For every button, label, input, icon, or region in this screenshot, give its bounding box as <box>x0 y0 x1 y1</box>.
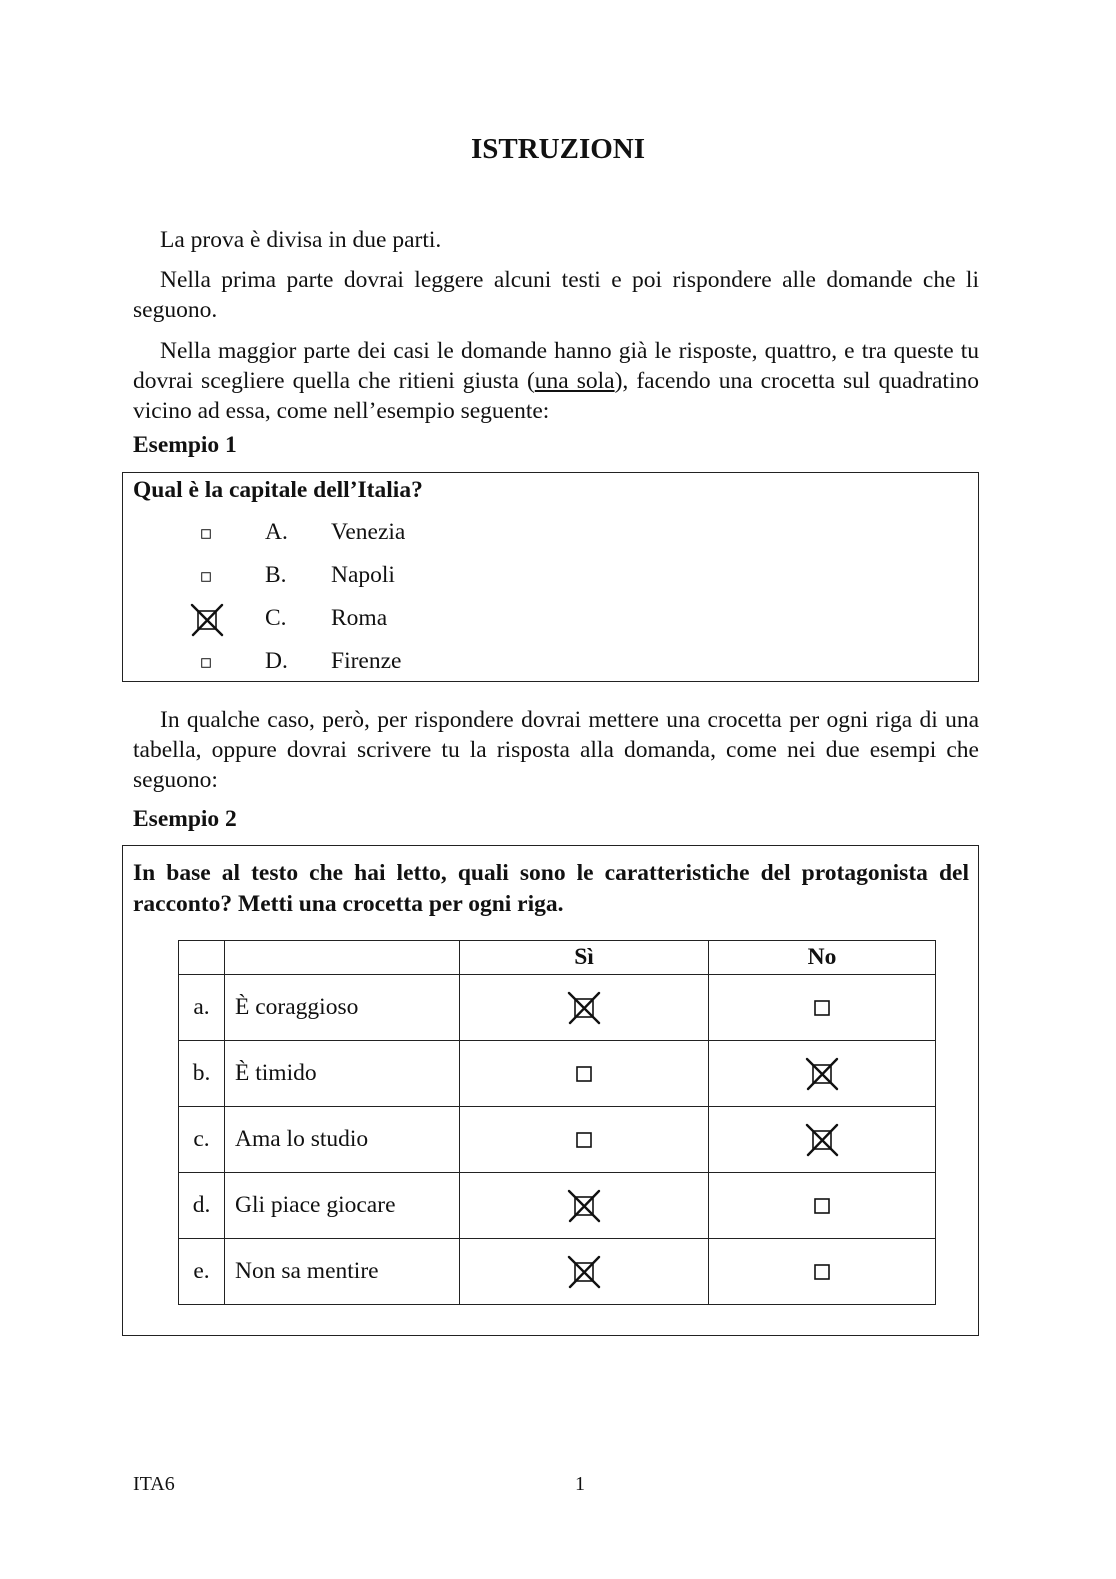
table-row <box>179 1107 936 1173</box>
checked-checkbox-icon[interactable] <box>804 1056 840 1092</box>
checkbox-icon[interactable] <box>195 566 217 588</box>
table-body <box>179 975 936 1305</box>
answer-table <box>178 940 936 1305</box>
no-cell[interactable] <box>709 1239 936 1305</box>
table-row <box>179 975 936 1041</box>
option-text: Napoli <box>331 562 395 588</box>
row-text: Ama lo studio <box>225 1107 460 1173</box>
una-sola-underlined: una sola <box>534 368 615 394</box>
option-text: Roma <box>331 605 388 631</box>
checkbox-icon[interactable] <box>804 1254 840 1290</box>
footer-code: ITA6 <box>133 1473 175 1495</box>
example-1-box <box>122 472 979 682</box>
option-letter: B. <box>265 562 287 588</box>
checkbox-icon[interactable] <box>804 1188 840 1224</box>
header-si: Sì <box>460 941 709 975</box>
no-cell[interactable] <box>709 975 936 1041</box>
header-no: No <box>709 941 936 975</box>
no-cell[interactable] <box>709 1107 936 1173</box>
si-cell[interactable] <box>460 1107 709 1173</box>
example-1-label: Esempio 1 <box>133 432 237 458</box>
page-title: ISTRUZIONI <box>470 133 646 165</box>
example-2-label: Esempio 2 <box>133 806 237 832</box>
row-letter: e. <box>179 1239 225 1305</box>
table-header-row <box>179 941 936 975</box>
row-letter: b. <box>179 1041 225 1107</box>
row-text: È timido <box>225 1041 460 1107</box>
no-cell[interactable] <box>709 1041 936 1107</box>
si-cell[interactable] <box>460 1041 709 1107</box>
middle-paragraph: In qualche caso, però, per rispondere dovrai mettere una crocetta per ogni riga di una tabella, oppure dovrai scrivere tu la risposta alla domanda, come nei due esempi che seguono: <box>133 707 979 793</box>
checked-checkbox-icon[interactable] <box>566 1254 602 1290</box>
intro-p3-before: Nella maggior parte dei casi le domande hanno già le risposte, quattro, e tra queste tu dovrai scegliere quella che ritieni giusta ( <box>133 338 979 394</box>
page-number: 1 <box>575 1473 585 1495</box>
table-row <box>179 1041 936 1107</box>
si-cell[interactable] <box>460 1239 709 1305</box>
si-cell[interactable] <box>460 1173 709 1239</box>
example-1-question: Qual è la capitale dell’Italia? <box>133 477 423 503</box>
checked-checkbox-icon[interactable] <box>566 990 602 1026</box>
row-letter: a. <box>179 975 225 1041</box>
intro-paragraph-3 <box>133 336 979 426</box>
option-text: Firenze <box>331 648 402 674</box>
checkbox-icon[interactable] <box>566 1122 602 1158</box>
row-text: Gli piace giocare <box>225 1173 460 1239</box>
si-cell[interactable] <box>460 975 709 1041</box>
checkbox-icon[interactable] <box>566 1056 602 1092</box>
intro-paragraph-1: La prova è divisa in due parti. <box>160 227 442 253</box>
row-letter: c. <box>179 1107 225 1173</box>
option-text: Venezia <box>331 519 406 545</box>
checkbox-icon[interactable] <box>804 990 840 1026</box>
option-letter: A. <box>265 519 288 545</box>
example-2-box <box>122 845 979 1336</box>
row-text: Non sa mentire <box>225 1239 460 1305</box>
example-2-question: In base al testo che hai letto, quali sono le caratteristiche del protagonista del racconto? Metti una crocetta per ogni riga. <box>133 860 969 917</box>
header-empty-text <box>225 941 460 975</box>
table-row <box>179 1239 936 1305</box>
row-letter: d. <box>179 1173 225 1239</box>
checked-checkbox-icon[interactable] <box>804 1122 840 1158</box>
header-empty-letter <box>179 941 225 975</box>
checked-checkbox-icon[interactable] <box>566 1188 602 1224</box>
checkbox-icon[interactable] <box>195 523 217 545</box>
option-letter: D. <box>265 648 288 674</box>
no-cell[interactable] <box>709 1173 936 1239</box>
row-text: È coraggioso <box>225 975 460 1041</box>
option-letter: C. <box>265 605 287 631</box>
checkbox-icon[interactable] <box>195 652 217 674</box>
intro-p3-after: ), facendo una crocetta sul quadratino vicino ad essa, come nell’esempio seguente: <box>133 368 979 424</box>
table-row <box>179 1173 936 1239</box>
checked-checkbox-icon[interactable] <box>189 602 225 638</box>
intro-paragraph-2: Nella prima parte dovrai leggere alcuni testi e poi rispondere alle domande che li seguono. <box>133 267 979 323</box>
